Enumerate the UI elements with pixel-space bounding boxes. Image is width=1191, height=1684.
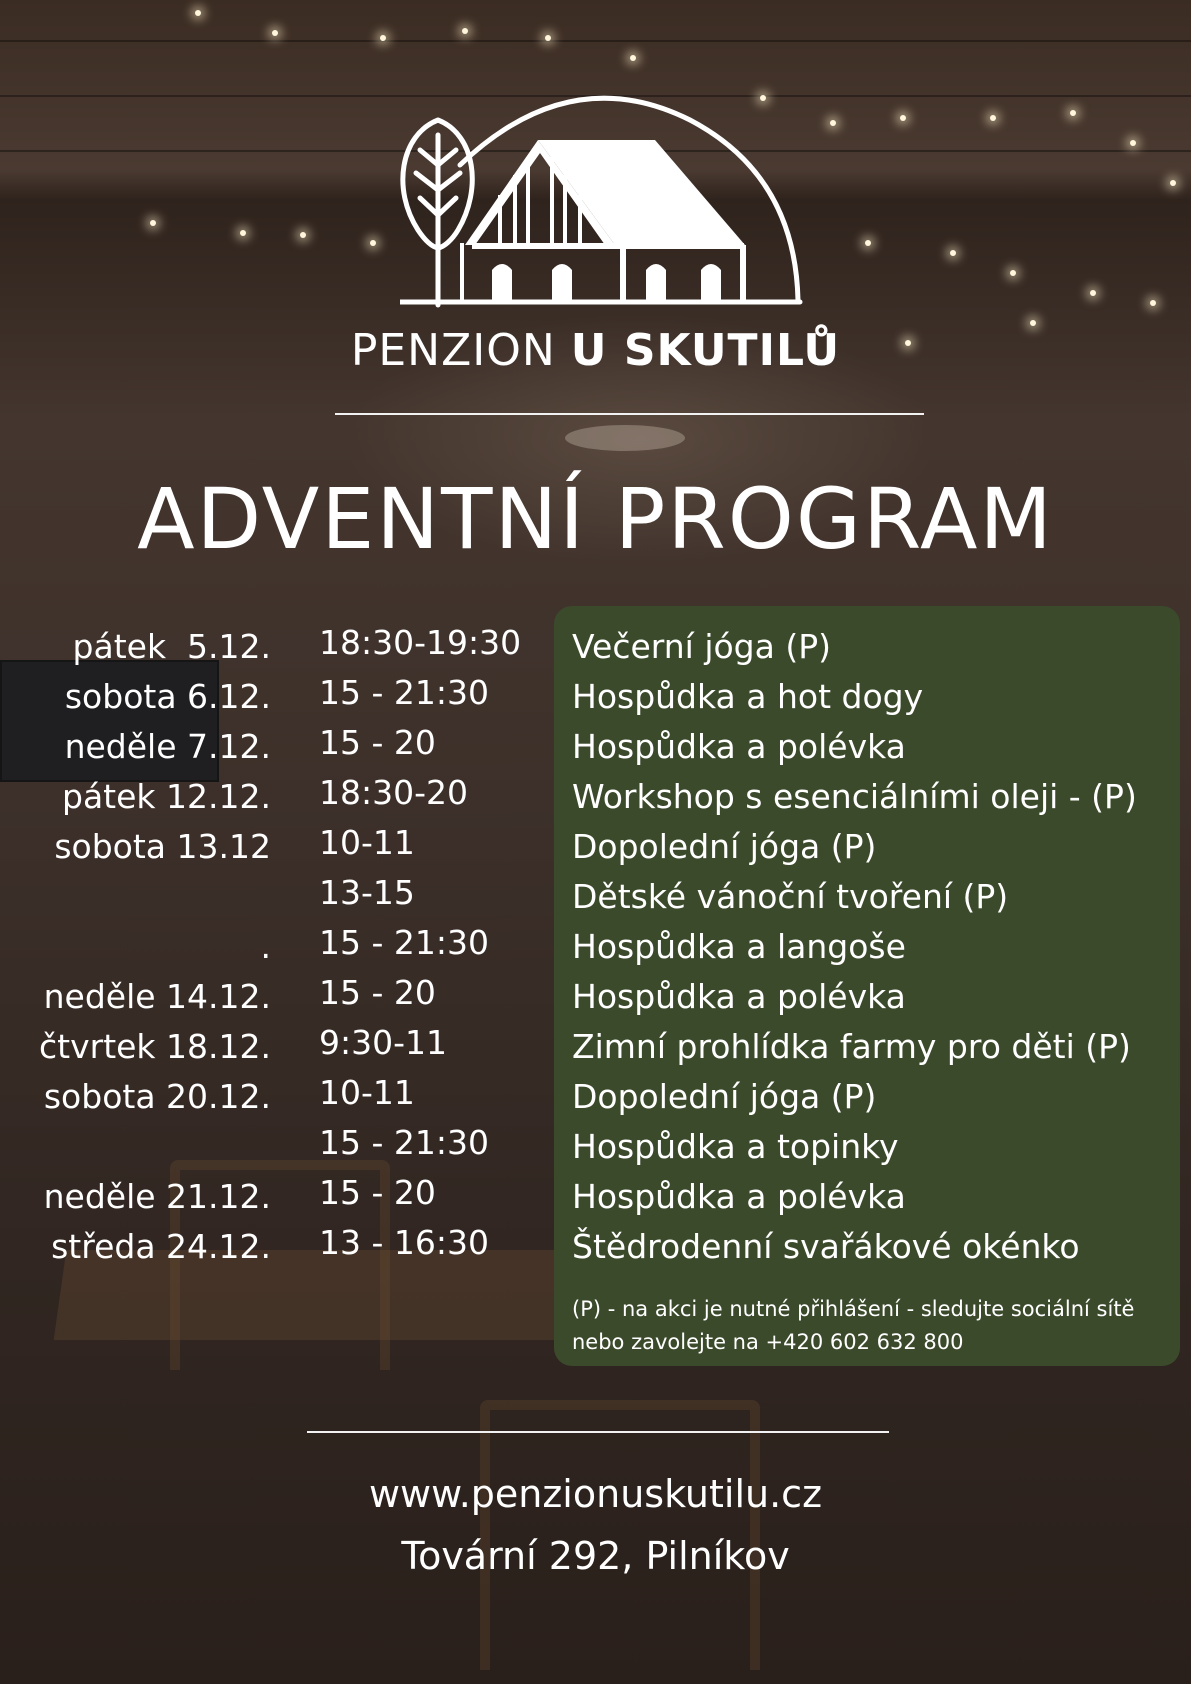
- schedule-row: [0, 1123, 1191, 1171]
- schedule-time: 15 - 21:30: [319, 1123, 489, 1162]
- schedule-event: Zimní prohlídka farmy pro děti (P): [572, 1027, 1131, 1066]
- schedule-day: sobota 13.12: [54, 827, 271, 866]
- schedule-event: Hospůdka a polévka: [572, 727, 906, 766]
- schedule-event: Workshop s esenciálními oleji - (P): [572, 777, 1137, 816]
- schedule-event: Štědrodenní svařákové okénko: [572, 1227, 1080, 1266]
- schedule-time: 15 - 20: [319, 723, 436, 762]
- schedule-row: [0, 823, 1191, 871]
- schedule-event: Hospůdka a polévka: [572, 977, 906, 1016]
- schedule-row: [0, 1173, 1191, 1221]
- schedule-row: [0, 1023, 1191, 1071]
- registration-note: [572, 1293, 1172, 1359]
- schedule-event: Hospůdka a langoše: [572, 927, 906, 966]
- schedule-row: [0, 873, 1191, 921]
- schedule-day: pátek 12.12.: [62, 777, 271, 816]
- schedule-event: Dopolední jóga (P): [572, 827, 877, 866]
- schedule-day: neděle 14.12.: [43, 977, 271, 1016]
- schedule-event: Hospůdka a topinky: [572, 1127, 899, 1166]
- schedule-time: 15 - 21:30: [319, 673, 489, 712]
- schedule-time: 10-11: [319, 1073, 415, 1112]
- schedule-day: středa 24.12.: [51, 1227, 271, 1266]
- schedule-time: 9:30-11: [319, 1023, 448, 1062]
- schedule-row: [0, 1223, 1191, 1271]
- schedule-row: [0, 723, 1191, 771]
- schedule-day: čtvrtek 18.12.: [39, 1027, 271, 1066]
- schedule-row: [0, 923, 1191, 971]
- schedule-day: sobota 20.12.: [43, 1077, 271, 1116]
- registration-note-line: (P) - na akci je nutné přihlášení - sledujte sociální sítě: [572, 1297, 1135, 1321]
- schedule-row: [0, 973, 1191, 1021]
- registration-note-phone: nebo zavolejte na +420 602 632 800: [572, 1330, 964, 1354]
- schedule-row: [0, 623, 1191, 671]
- brand-name-light: PENZION: [350, 325, 556, 376]
- address: Tovární 292, Pilníkov: [401, 1534, 790, 1578]
- schedule-event: Hospůdka a hot dogy: [572, 677, 924, 716]
- schedule-time: 13-15: [319, 873, 415, 912]
- schedule-event: Hospůdka a polévka: [572, 1177, 906, 1216]
- schedule-row: [0, 673, 1191, 721]
- schedule-time: 13 - 16:30: [319, 1223, 489, 1262]
- schedule-event: Dopolední jóga (P): [572, 1077, 877, 1116]
- website-link[interactable]: www.penzionuskutilu.cz: [368, 1472, 823, 1516]
- divider-bottom: [307, 1431, 889, 1433]
- schedule-event: Dětské vánoční tvoření (P): [572, 877, 1009, 916]
- brand-name-bold: U SKUTILŮ: [570, 325, 841, 376]
- schedule-time: 15 - 21:30: [319, 923, 489, 962]
- schedule-event: Večerní jóga (P): [572, 627, 831, 666]
- schedule-time: 18:30-20: [319, 773, 468, 812]
- page-title: ADVENTNÍ PROGRAM: [137, 470, 1054, 568]
- schedule-time: 15 - 20: [319, 1173, 436, 1212]
- schedule-row: [0, 773, 1191, 821]
- schedule-time: 15 - 20: [319, 973, 436, 1012]
- schedule-day: sobota 6.12.: [64, 677, 271, 716]
- brand-name: [0, 325, 1191, 376]
- schedule-row: [0, 1073, 1191, 1121]
- schedule-time: 10-11: [319, 823, 415, 862]
- schedule-time: 18:30-19:30: [319, 623, 522, 662]
- schedule-day: neděle 21.12.: [43, 1177, 271, 1216]
- schedule-day: .: [260, 927, 271, 966]
- divider-top: [335, 413, 924, 415]
- schedule-day: neděle 7.12.: [64, 727, 271, 766]
- schedule-day: pátek 5.12.: [72, 627, 271, 666]
